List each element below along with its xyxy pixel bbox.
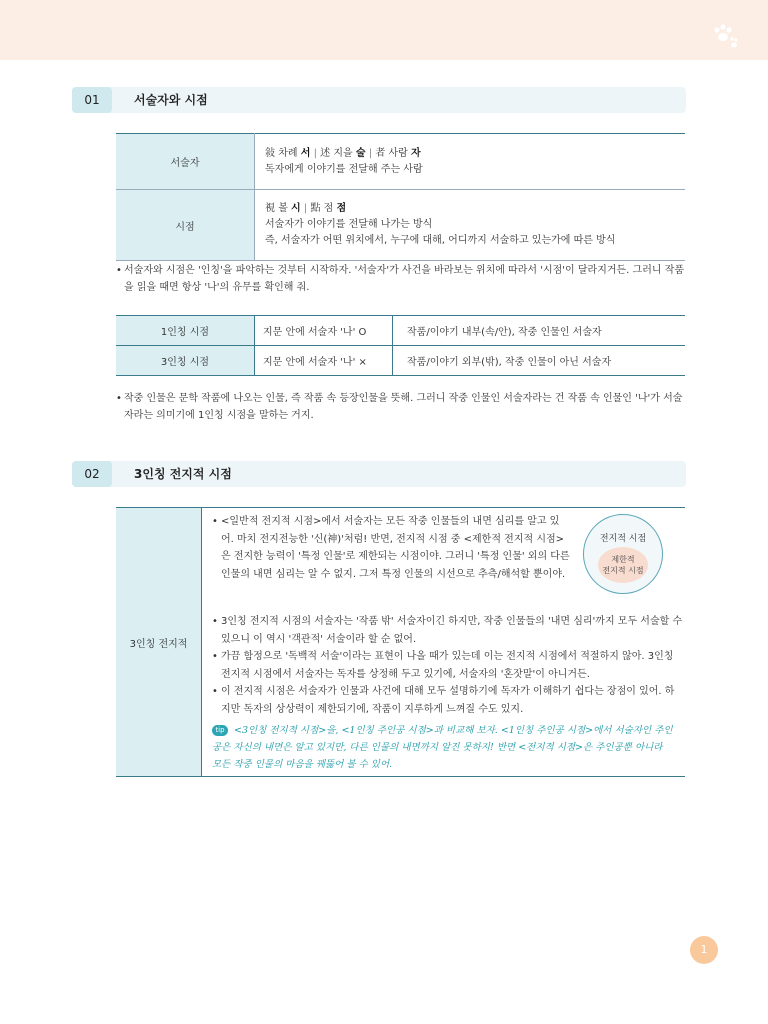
- row-label: 3인칭 시점: [116, 346, 255, 376]
- definition-table: [116, 133, 685, 261]
- section-number: 02: [72, 461, 112, 487]
- outer-circle-label: 전지적 시점: [599, 534, 647, 544]
- row-label: 1인칭 시점: [116, 316, 255, 346]
- hanja-line: 敍 차례 서 | 述 지을 술 | 者 사람 자: [265, 147, 421, 159]
- section-title: 3인칭 전지적 시점: [134, 467, 232, 481]
- inner-circle: 제한적 전지적 시점: [598, 547, 648, 583]
- section-header-01: [72, 87, 686, 113]
- row-content: [255, 190, 686, 261]
- table-row: [116, 190, 685, 261]
- hanja-line: 視 볼 시 | 點 점 점: [265, 203, 347, 214]
- top-banner: [0, 0, 768, 60]
- definition-line: 서술자가 이야기를 전달해 나가는 방식: [265, 219, 433, 230]
- row-label: 시점: [116, 190, 255, 261]
- bullet-paragraph: • 가끔 함정으로 '독백적 서술'이라는 표현이 나올 때가 있는데 이는 전지적 시점에서 적절하지 않아. 3인칭 전지적 시점에서 서술자는 독자를 상정해 두고 있기에, 서술자의 '혼잣말'이 아니거든.: [212, 651, 674, 680]
- row-content: [255, 134, 686, 190]
- table-row: [116, 134, 685, 190]
- bullet-paragraph: • 이 전지적 시점은 서술자가 인물과 사건에 대해 모두 설명하기에 독자가 이해하기 쉽다는 장점이 있어. 하지만 독자의 상상력이 제한되기에, 작품이 지루하게 느껴질 수도 있지.: [212, 686, 675, 715]
- box-label: 3인칭 전지적: [116, 508, 202, 776]
- row-description: 작품/이야기 내부(속/안), 작중 인물인 서술자: [393, 316, 686, 346]
- page-number: 1: [690, 936, 718, 964]
- definition-line: 즉, 서술자가 어떤 위치에서, 누구에 대해, 어디까지 서술하고 있는가에 따른 방식: [265, 235, 616, 246]
- omniscient-box: [116, 507, 685, 777]
- tip-badge: tip: [212, 725, 228, 736]
- paw-print-icon: [712, 24, 738, 48]
- definition-line: 독자에게 이야기를 전달해 주는 사람: [265, 163, 423, 175]
- bullet-paragraph: • 3인칭 전지적 시점의 서술자는 '작품 밖' 서술자이긴 하지만, 작중 인물들의 '내면 심리'까지 모두 서술할 수 있으니 이 역시 '객관적' 서술이라 할 순 없어.: [212, 616, 683, 645]
- person-table: [116, 315, 685, 376]
- row-presence: 지문 안에 서술자 '나' O: [255, 316, 393, 346]
- handwritten-note: tip <3인칭 전지적 시점>을, <1인칭 주인공 시점>과 비교해 보자. <1인칭 주인공 시점>에서 서술자인 주인공은 자신의 내면은 알고 있지만, 다른 인물의 내면까지 알진 못하지! 반면 <전지적 시점>은 주인공뿐 아니라 모든 작중 인물의 마음을 꿰뚫어 볼 수 있어.: [212, 725, 673, 770]
- bullet-paragraph: • <일반적 전지적 시점>에서 서술자는 모든 작중 인물들의 내면 심리를 알고 있어. 마치 전지전능한 '신(神)'처럼! 반면, 전지적 시점 중 <제한적 전지적 시점>은 전지한 능력이 '특정 인물'로 제한되는 시점이야. 그러니 '특정 인물' 외의 다른 인물의 내면 심리는 알 수 없지. 그저 특정 인물의 시선으로 추측/해석할 뿐이야.: [212, 516, 570, 580]
- bullet-paragraph: • 서술자와 시점은 '인칭'을 파악하는 것부터 시작하자. '서술자'가 사건을 바라보는 위치에 따라서 '시점'이 달라지거든. 그러니 작품을 읽을 때면 항상 '나'의 유무를 확인해 줘.: [116, 265, 685, 293]
- row-label: 서술자: [116, 134, 255, 190]
- table-row: [116, 316, 685, 346]
- row-presence: 지문 안에 서술자 '나' ×: [255, 346, 393, 376]
- table-row: [116, 346, 685, 376]
- section-number: 01: [72, 87, 112, 113]
- row-description: 작품/이야기 외부(밖), 작중 인물이 아닌 서술자: [393, 346, 686, 376]
- section-title: 서술자와 시점: [134, 93, 208, 107]
- viewpoint-diagram: [583, 514, 663, 594]
- section-header-02: [72, 461, 686, 487]
- bullet-paragraph: • 작중 인물은 문학 작품에 나오는 인물, 즉 작품 속 등장인물을 뜻해. 그러니 작중 인물인 서술자라는 건 작품 속 인물인 '나'가 서술자라는 의미기에 1인칭 시점을 말하는 거지.: [116, 393, 683, 421]
